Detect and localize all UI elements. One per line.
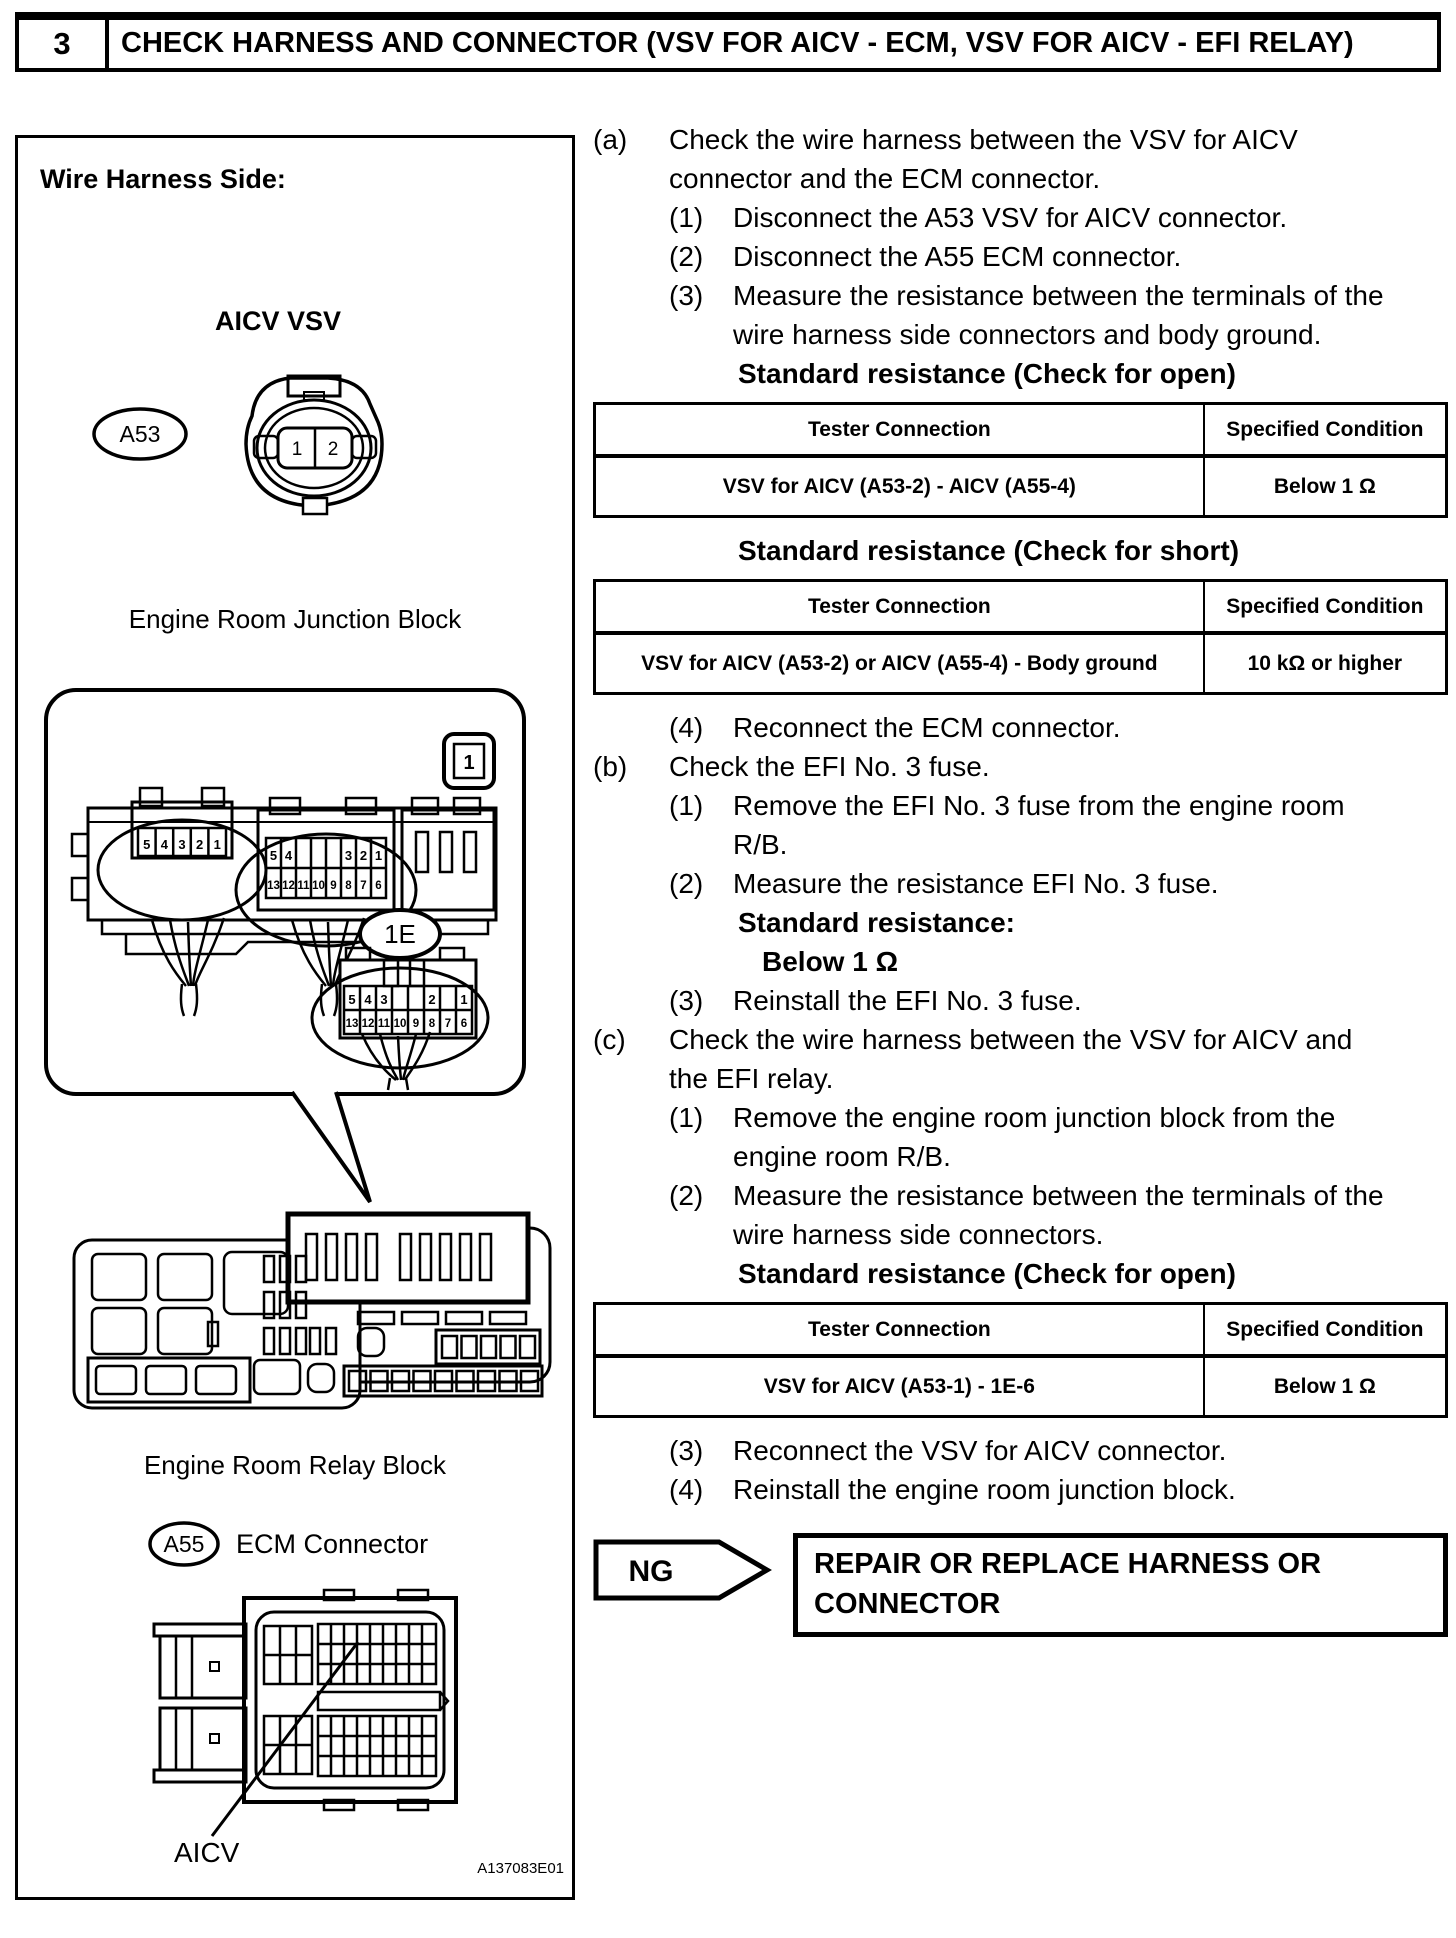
junction-block-diagram — [40, 682, 540, 1212]
ng-arrow — [593, 1539, 773, 1601]
a55-oval — [146, 1520, 222, 1568]
step-c-sub-3: (3) Reconnect the VSV for AICV connector. — [669, 1435, 1227, 1466]
svg-text:7: 7 — [444, 1018, 452, 1030]
standard-resistance-heading: Standard resistance: — [738, 907, 1015, 938]
resistance-table-c — [593, 1302, 1448, 1418]
svg-text:5: 5 — [143, 837, 151, 852]
relay-block-caption: Engine Room Relay Block — [143, 1450, 447, 1480]
specified-condition-value: 10 kΩ or higher — [1204, 633, 1447, 694]
step-a-sub-4: (4) Reconnect the ECM connector. — [669, 712, 1121, 743]
resistance-table-open — [593, 402, 1448, 518]
relay-block-diagram — [58, 1210, 558, 1425]
step-c-sub-1: (1) Remove the engine room junction block from the engine room R/B. — [669, 1102, 1336, 1172]
table-row — [595, 456, 1447, 517]
svg-text:1: 1 — [213, 837, 221, 852]
step-b-sub-2: (2) Measure the resistance EFI No. 3 fuse. — [669, 868, 1219, 899]
svg-text:3: 3 — [344, 848, 353, 863]
tester-connection-value: VSV for AICV (A53-2) or AICV (A55-4) - Body ground — [595, 633, 1204, 694]
table-row — [595, 633, 1447, 694]
svg-text:7: 7 — [360, 880, 367, 892]
svg-text:1: 1 — [460, 992, 468, 1007]
step-c: (c) Check the wire harness between the VSV for AICV and the EFI relay. — [593, 1024, 1353, 1094]
figure-code: A137083E01 — [477, 1860, 564, 1877]
ng-callout — [593, 1533, 1448, 1637]
table-header-row — [595, 581, 1447, 634]
svg-text:3: 3 — [178, 837, 186, 852]
svg-text:4: 4 — [364, 992, 372, 1007]
svg-text:4: 4 — [284, 848, 293, 863]
svg-text:5: 5 — [348, 992, 356, 1007]
svg-text:13: 13 — [267, 880, 280, 892]
step-title: CHECK HARNESS AND CONNECTOR (VSV FOR AICV - ECM, VSV FOR AICV - EFI RELAY) — [121, 27, 1354, 59]
svg-text:4: 4 — [160, 837, 169, 852]
wire-harness-panel — [15, 135, 575, 1900]
junction-badge-1: 1 — [463, 752, 475, 774]
step-header — [15, 12, 1441, 72]
svg-text:6: 6 — [460, 1018, 468, 1030]
svg-text:10: 10 — [312, 880, 325, 892]
ecm-connector-diagram — [146, 1584, 466, 1874]
tester-connection-header: Tester Connection — [595, 1304, 1204, 1357]
step-a-sub-1: (1) Disconnect the A53 VSV for AICV connector. — [669, 202, 1288, 233]
svg-text:9: 9 — [412, 1018, 420, 1030]
ecm-connector-heading — [146, 1520, 428, 1568]
ecm-connector-title: ECM Connector — [236, 1528, 429, 1559]
svg-text:11: 11 — [297, 880, 310, 892]
tester-connection-value: VSV for AICV (A53-1) - 1E-6 — [595, 1356, 1204, 1417]
svg-text:12: 12 — [361, 1018, 375, 1030]
svg-text:A55: A55 — [163, 1531, 205, 1557]
a53-pin-1: 1 — [291, 439, 303, 460]
step-c-sub-4: (4) Reinstall the engine room junction block. — [669, 1474, 1236, 1505]
svg-text:2: 2 — [195, 837, 204, 852]
standard-resistance-open-heading: Standard resistance (Check for open) — [738, 358, 1236, 389]
specified-condition-header: Specified Condition — [1204, 581, 1447, 634]
svg-text:8: 8 — [428, 1018, 436, 1030]
step-a-sub-3: (3) Measure the resistance between the terminals of the wire harness side connectors and body ground. — [669, 280, 1384, 350]
a53-label: A53 — [119, 421, 161, 447]
aicv-callout-label: AICV — [174, 1837, 240, 1868]
aicv-vsv-title: AICV VSV — [214, 306, 342, 336]
panel-heading: Wire Harness Side: — [40, 164, 286, 194]
a53-pin-2: 2 — [327, 439, 339, 460]
svg-text:1: 1 — [374, 848, 383, 863]
svg-text:12: 12 — [282, 880, 295, 892]
aicv-vsv-connector-diagram — [82, 368, 422, 528]
ng-action-box: REPAIR OR REPLACE HARNESS OR CONNECTOR — [793, 1533, 1448, 1637]
table-header-row — [595, 404, 1447, 457]
procedure-column — [593, 120, 1448, 1637]
svg-text:5: 5 — [269, 848, 278, 863]
svg-text:13: 13 — [345, 1018, 359, 1030]
junction-block-caption: Engine Room Junction Block — [128, 604, 462, 634]
junction-1e-label: 1E — [384, 919, 416, 949]
tester-connection-value: VSV for AICV (A53-2) - AICV (A55-4) — [595, 456, 1204, 517]
table-header-row — [595, 1304, 1447, 1357]
svg-text:2: 2 — [428, 992, 436, 1007]
specified-condition-value: Below 1 Ω — [1204, 1356, 1447, 1417]
standard-resistance-short-heading: Standard resistance (Check for short) — [738, 535, 1240, 566]
svg-text:11: 11 — [377, 1018, 391, 1030]
svg-text:2: 2 — [359, 848, 368, 863]
step-b-sub-1: (1) Remove the EFI No. 3 fuse from the engine room R/B. — [669, 790, 1345, 860]
specified-condition-header: Specified Condition — [1204, 404, 1447, 457]
step-c-sub-2: (2) Measure the resistance between the terminals of the wire harness side connectors. — [669, 1180, 1384, 1250]
step-number: 3 — [19, 20, 109, 68]
standard-resistance-value: Below 1 Ω — [762, 946, 899, 977]
standard-resistance-open-heading-c: Standard resistance (Check for open) — [738, 1258, 1236, 1289]
ng-label: NG — [628, 1555, 674, 1588]
step-b-sub-3: (3) Reinstall the EFI No. 3 fuse. — [669, 985, 1082, 1016]
resistance-table-short — [593, 579, 1448, 695]
table-row — [595, 1356, 1447, 1417]
svg-text:9: 9 — [330, 880, 337, 892]
svg-text:10: 10 — [393, 1018, 407, 1030]
svg-text:8: 8 — [345, 880, 352, 892]
step-a-sub-2: (2) Disconnect the A55 ECM connector. — [669, 241, 1182, 272]
specified-condition-value: Below 1 Ω — [1204, 456, 1447, 517]
svg-text:3: 3 — [380, 992, 388, 1007]
tester-connection-header: Tester Connection — [595, 581, 1204, 634]
tester-connection-header: Tester Connection — [595, 404, 1204, 457]
specified-condition-header: Specified Condition — [1204, 1304, 1447, 1357]
svg-text:6: 6 — [375, 880, 382, 892]
step-a: (a) Check the wire harness between the VSV for AICV connector and the ECM connector. — [593, 124, 1298, 194]
step-b: (b) Check the EFI No. 3 fuse. — [593, 751, 990, 782]
